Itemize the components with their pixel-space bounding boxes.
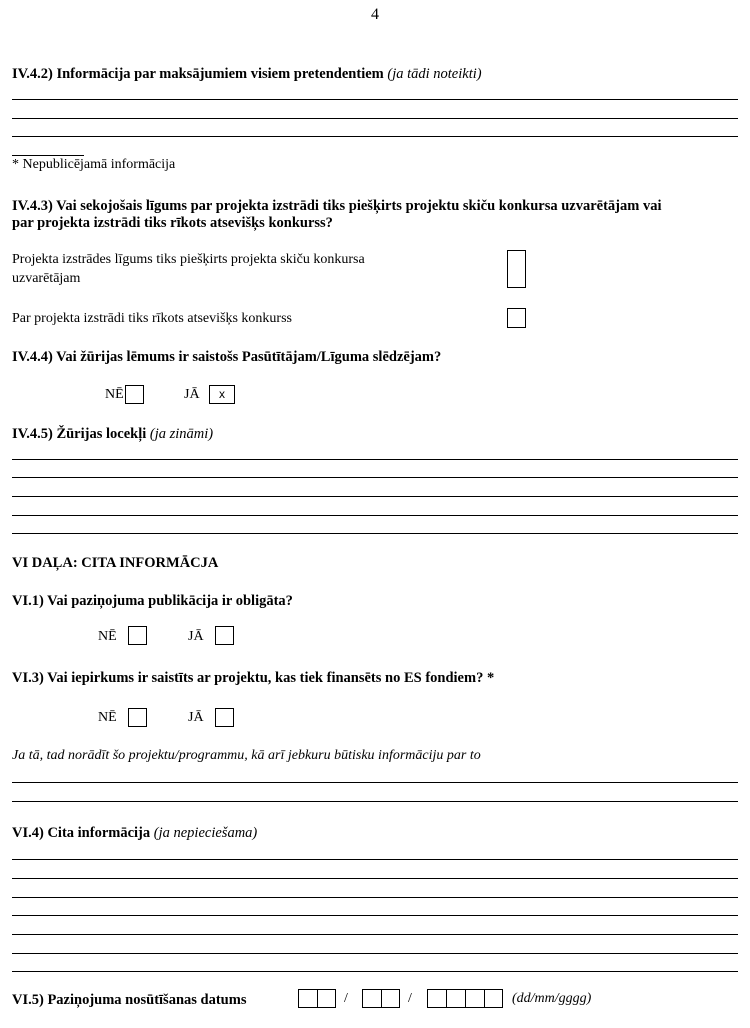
answer-line[interactable] bbox=[12, 897, 738, 898]
option-separate-contest: Par projekta izstrādi tiks rīkots atsevišķs konkurss bbox=[12, 311, 292, 326]
page-number: 4 bbox=[371, 6, 379, 23]
answer-line[interactable] bbox=[12, 915, 738, 916]
section-iv-4-2-note: (ja tādi noteikti) bbox=[387, 66, 482, 82]
section-vi-4-label: VI.4) Cita informācija bbox=[12, 825, 151, 841]
answer-line[interactable] bbox=[12, 934, 738, 935]
option-award-winner-line1: Projekta izstrādes līgums tiks piešķirts projekta skiču konkursa bbox=[12, 252, 365, 267]
date-digit-cell[interactable] bbox=[381, 989, 400, 1008]
answer-line[interactable] bbox=[12, 99, 738, 100]
section-vi-1-title: VI.1) Vai paziņojuma publikācija ir obligāta? bbox=[12, 593, 293, 609]
date-format-hint: (dd/mm/gggg) bbox=[512, 991, 592, 1006]
date-separator: / bbox=[408, 991, 412, 1006]
footnote: * Nepublicējamā informācija bbox=[12, 157, 176, 172]
section-vi-4-heading bbox=[12, 823, 257, 843]
answer-line[interactable] bbox=[12, 515, 738, 516]
yes-label: JĀ bbox=[188, 629, 204, 644]
answer-line[interactable] bbox=[12, 477, 738, 478]
checkbox-publication-mandatory-no[interactable] bbox=[128, 626, 147, 645]
answer-line[interactable] bbox=[12, 118, 738, 119]
section-vi-4-note: (ja nepieciešama) bbox=[153, 825, 258, 841]
no-label: NĒ bbox=[105, 387, 124, 402]
section-iv-4-4-title: IV.4.4) Vai žūrijas lēmums ir saistošs Pasūtītājam/Līguma slēdzējam? bbox=[12, 349, 442, 365]
answer-line[interactable] bbox=[12, 859, 738, 860]
section-iv-4-5-label: IV.4.5) Žūrijas locekļi bbox=[12, 426, 147, 442]
section-iv-4-5-heading bbox=[12, 424, 213, 444]
section-iv-4-3-title-line1: IV.4.3) Vai sekojošais līgums par projekta izstrādi tiks piešķirts projektu skiču konkursa uzvarētājam vai bbox=[12, 198, 662, 214]
option-award-winner-line2: uzvarētājam bbox=[12, 271, 81, 286]
answer-line[interactable] bbox=[12, 878, 738, 879]
yes-label: JĀ bbox=[188, 710, 204, 725]
checkbox-jury-binding-yes[interactable]: x bbox=[209, 385, 235, 404]
section-iv-4-5-note: (ja zināmi) bbox=[149, 426, 214, 442]
answer-line[interactable] bbox=[12, 801, 738, 802]
answer-line[interactable] bbox=[12, 533, 738, 534]
section-iv-4-3-title-line2: par projekta izstrādi tiks rīkots atsevišķs konkurss? bbox=[12, 215, 333, 231]
date-digit-cell[interactable] bbox=[298, 989, 318, 1008]
answer-line[interactable] bbox=[12, 971, 738, 972]
checkbox-eu-funds-yes[interactable] bbox=[215, 708, 234, 727]
date-day-field[interactable] bbox=[298, 989, 336, 1008]
answer-line[interactable] bbox=[12, 459, 738, 460]
answer-line[interactable] bbox=[12, 782, 738, 783]
section-vi-3-title: VI.3) Vai iepirkums ir saistīts ar projektu, kas tiek finansēts no ES fondiem? * bbox=[12, 670, 495, 686]
no-label: NĒ bbox=[98, 710, 117, 725]
yes-label: JĀ bbox=[184, 387, 200, 402]
date-digit-cell[interactable] bbox=[484, 989, 503, 1008]
answer-line[interactable] bbox=[12, 136, 738, 137]
section-vi-5-label: VI.5) Paziņojuma nosūtīšanas datums bbox=[12, 992, 247, 1008]
date-month-field[interactable] bbox=[362, 989, 400, 1008]
date-digit-cell[interactable] bbox=[465, 989, 485, 1008]
answer-line[interactable] bbox=[12, 496, 738, 497]
date-separator: / bbox=[344, 991, 348, 1006]
checkbox-separate-contest[interactable] bbox=[507, 308, 526, 328]
date-digit-cell[interactable] bbox=[427, 989, 447, 1008]
section-iv-4-2-heading bbox=[12, 64, 482, 84]
date-digit-cell[interactable] bbox=[362, 989, 382, 1008]
checkbox-eu-funds-no[interactable] bbox=[128, 708, 147, 727]
eu-project-instruction: Ja tā, tad norādīt šo projektu/programmu, kā arī jebkuru būtisku informāciju par to bbox=[12, 748, 481, 763]
date-year-field[interactable] bbox=[427, 989, 503, 1008]
section-iv-4-2-label: IV.4.2) Informācija par maksājumiem visiem pretendentiem bbox=[12, 66, 384, 82]
date-digit-cell[interactable] bbox=[317, 989, 336, 1008]
no-label: NĒ bbox=[98, 629, 117, 644]
checkbox-publication-mandatory-yes[interactable] bbox=[215, 626, 234, 645]
part-vi-title: VI DAĻA: CITA INFORMĀCJA bbox=[12, 555, 219, 571]
checkbox-jury-binding-no[interactable] bbox=[125, 385, 144, 404]
date-digit-cell[interactable] bbox=[446, 989, 466, 1008]
checkbox-award-winner[interactable] bbox=[507, 250, 526, 288]
answer-line[interactable] bbox=[12, 953, 738, 954]
